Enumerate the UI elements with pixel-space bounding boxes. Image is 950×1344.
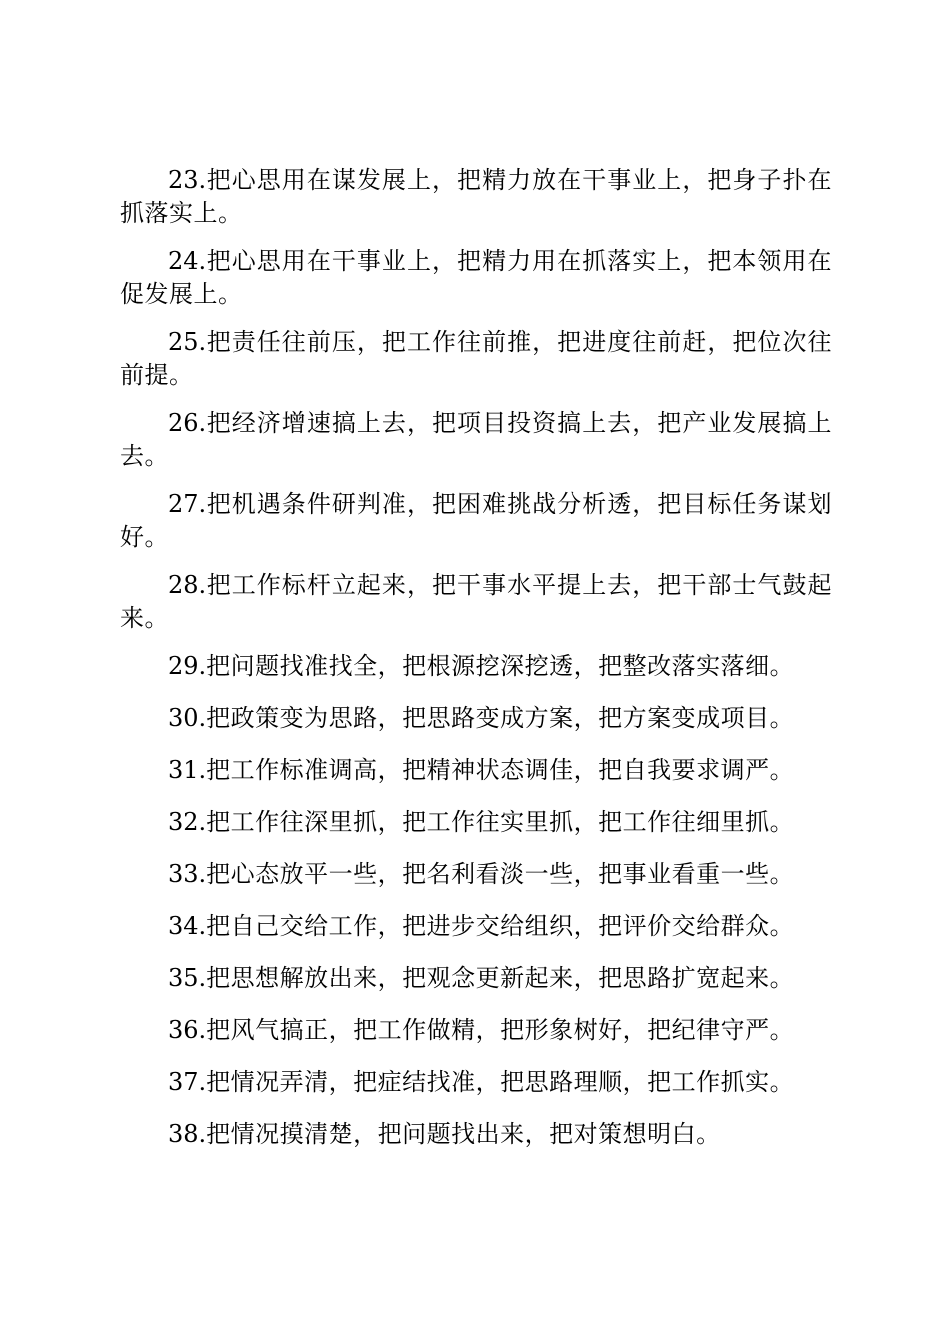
item-text: 把政策变为思路，把思路变成方案，把方案变成项目。	[206, 704, 795, 732]
item-number: 31.	[168, 756, 207, 784]
item-text: 把自己交给工作，把进步交给组织，把评价交给群众。	[206, 912, 795, 940]
list-item	[120, 806, 832, 839]
list-item	[120, 326, 832, 392]
item-text: 把心思用在谋发展上，把精力放在干事业上，把身子扑在抓落实上。	[120, 166, 832, 227]
document-body	[120, 164, 832, 1170]
list-item	[120, 245, 832, 311]
item-number: 32.	[168, 808, 207, 836]
item-number: 33.	[168, 860, 207, 888]
item-text: 把情况摸清楚，把问题找出来，把对策想明白。	[206, 1120, 721, 1148]
item-number: 34.	[168, 912, 207, 940]
item-text: 把工作标杆立起来，把干事水平提上去，把干部士气鼓起来。	[120, 571, 832, 632]
item-text: 把问题找准找全，把根源挖深挖透，把整改落实落细。	[206, 652, 795, 680]
item-number: 23.	[168, 166, 207, 194]
list-item	[120, 858, 832, 891]
list-item	[120, 1066, 832, 1099]
item-number: 38.	[168, 1120, 207, 1148]
item-number: 28.	[168, 571, 207, 599]
item-text: 把心态放平一些，把名利看淡一些，把事业看重一些。	[206, 860, 795, 888]
item-number: 35.	[168, 964, 207, 992]
list-item	[120, 164, 832, 230]
item-number: 36.	[168, 1016, 207, 1044]
list-item	[120, 407, 832, 473]
list-item	[120, 569, 832, 635]
list-item	[120, 910, 832, 943]
item-number: 24.	[168, 247, 207, 275]
item-number: 26.	[168, 409, 207, 437]
item-number: 27.	[168, 490, 207, 518]
item-number: 25.	[168, 328, 207, 356]
item-text: 把情况弄清，把症结找准，把思路理顺，把工作抓实。	[206, 1068, 795, 1096]
list-item	[120, 488, 832, 554]
item-text: 把责任往前压，把工作往前推，把进度往前赶，把位次往前提。	[120, 328, 832, 389]
item-text: 把风气搞正，把工作做精，把形象树好，把纪律守严。	[206, 1016, 795, 1044]
item-number: 30.	[168, 704, 207, 732]
list-item	[120, 702, 832, 735]
list-item	[120, 650, 832, 683]
item-text: 把经济增速搞上去，把项目投资搞上去，把产业发展搞上去。	[120, 409, 832, 470]
item-text: 把工作往深里抓，把工作往实里抓，把工作往细里抓。	[206, 808, 795, 836]
item-text: 把思想解放出来，把观念更新起来，把思路扩宽起来。	[206, 964, 795, 992]
item-text: 把心思用在干事业上，把精力用在抓落实上，把本领用在促发展上。	[120, 247, 832, 308]
list-item	[120, 962, 832, 995]
list-item	[120, 1118, 832, 1151]
item-text: 把工作标准调高，把精神状态调佳，把自我要求调严。	[206, 756, 795, 784]
list-item	[120, 1014, 832, 1047]
item-text: 把机遇条件研判准，把困难挑战分析透，把目标任务谋划好。	[120, 490, 832, 551]
item-number: 37.	[168, 1068, 207, 1096]
list-item	[120, 754, 832, 787]
item-number: 29.	[168, 652, 207, 680]
